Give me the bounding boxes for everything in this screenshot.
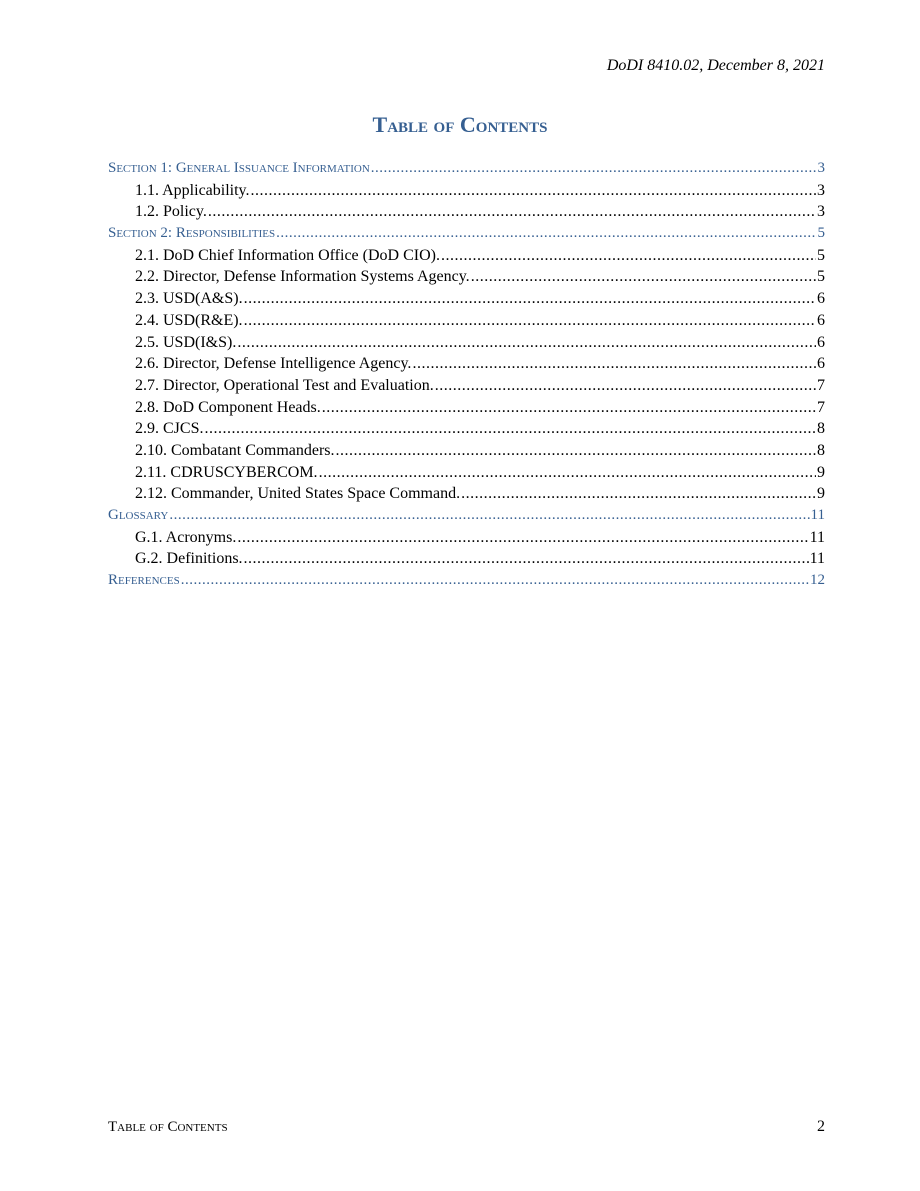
toc-entry-page-number: 7 bbox=[817, 398, 825, 416]
toc-dot-leader bbox=[208, 201, 816, 223]
toc-entry-page-number: 6 bbox=[817, 333, 825, 351]
toc-dot-leader bbox=[237, 527, 808, 549]
toc-entry-page-number: 8 bbox=[817, 420, 825, 438]
toc-entry-label: G.1. Acronyms. bbox=[135, 528, 237, 546]
toc-entry-page-number: 6 bbox=[817, 311, 825, 329]
toc-entry-page-number: 9 bbox=[817, 485, 825, 503]
toc-dot-leader bbox=[244, 288, 816, 310]
toc-entry-page-number: 11 bbox=[810, 507, 825, 523]
toc-entry-label: 2.1. DoD Chief Information Office (DoD CIO). bbox=[135, 246, 440, 264]
toc-subsection-entry[interactable] bbox=[108, 548, 825, 570]
toc-entry-label: 2.4. USD(R&E). bbox=[135, 311, 243, 329]
toc-subsection-entry[interactable] bbox=[108, 462, 825, 484]
toc-dot-leader bbox=[204, 418, 816, 440]
toc-subsection-entry[interactable] bbox=[108, 483, 825, 505]
toc-subsection-entry[interactable] bbox=[108, 180, 825, 202]
toc-entry-label: 2.5. USD(I&S). bbox=[135, 333, 237, 351]
toc-entry-label: 2.10. Combatant Commanders. bbox=[135, 441, 335, 459]
page-title: Table of Contents bbox=[372, 112, 548, 137]
toc-entry-page-number: 7 bbox=[817, 376, 825, 394]
toc-entry-page-number: 5 bbox=[817, 246, 825, 264]
toc-dot-leader bbox=[435, 375, 816, 397]
toc-entry-label: Section 2: Responsibilities bbox=[108, 225, 276, 242]
footer-section-label: Table of Contents bbox=[108, 1119, 228, 1135]
toc-dot-leader bbox=[276, 223, 816, 245]
table-of-contents bbox=[108, 158, 825, 592]
toc-entry-page-number: 12 bbox=[810, 572, 825, 589]
toc-entry-page-number: 6 bbox=[817, 355, 825, 373]
toc-dot-leader bbox=[237, 332, 816, 354]
toc-entry-label: 1.2. Policy. bbox=[135, 203, 207, 221]
toc-subsection-entry[interactable] bbox=[108, 201, 825, 223]
toc-subsection-entry[interactable] bbox=[108, 375, 825, 397]
toc-subsection-entry[interactable] bbox=[108, 288, 825, 310]
toc-subsection-entry[interactable] bbox=[108, 397, 825, 419]
toc-subsection-entry[interactable] bbox=[108, 332, 825, 354]
toc-dot-leader bbox=[322, 397, 816, 419]
toc-dot-leader bbox=[412, 353, 816, 375]
toc-section-entry[interactable] bbox=[108, 158, 825, 180]
toc-entry-label: 2.8. DoD Component Heads. bbox=[135, 398, 321, 416]
running-header: DoDI 8410.02, December 8, 2021 bbox=[606, 57, 825, 74]
toc-entry-page-number: 3 bbox=[817, 203, 825, 221]
toc-dot-leader bbox=[471, 266, 816, 288]
toc-entry-label: 2.7. Director, Operational Test and Evaluation. bbox=[135, 376, 434, 394]
toc-entry-page-number: 3 bbox=[817, 160, 825, 176]
toc-entry-label: 1.1. Applicability. bbox=[135, 181, 250, 199]
toc-entry-page-number: 11 bbox=[809, 528, 825, 546]
toc-entry-label: 2.12. Commander, United States Space Command. bbox=[135, 485, 461, 503]
toc-dot-leader bbox=[319, 462, 816, 484]
toc-entry-page-number: 3 bbox=[817, 181, 825, 199]
toc-entry-page-number: 11 bbox=[809, 550, 825, 568]
toc-dot-leader bbox=[336, 440, 816, 462]
toc-dot-leader bbox=[181, 570, 809, 592]
toc-section-entry[interactable] bbox=[108, 223, 825, 245]
toc-entry-page-number: 8 bbox=[817, 441, 825, 459]
toc-subsection-entry[interactable] bbox=[108, 527, 825, 549]
toc-entry-page-number: 5 bbox=[817, 268, 825, 286]
toc-subsection-entry[interactable] bbox=[108, 353, 825, 375]
toc-dot-leader bbox=[244, 310, 816, 332]
toc-dot-leader bbox=[244, 548, 809, 570]
toc-dot-leader bbox=[169, 505, 809, 527]
toc-dot-leader bbox=[461, 483, 816, 505]
toc-entry-page-number: 5 bbox=[817, 225, 825, 242]
toc-entry-label: 2.2. Director, Defense Information Systems Agency. bbox=[135, 268, 470, 286]
toc-entry-label: G.2. Definitions. bbox=[135, 550, 243, 568]
footer-page-number: 2 bbox=[817, 1118, 825, 1135]
toc-dot-leader bbox=[441, 245, 816, 267]
toc-entry-label: 2.9. CJCS. bbox=[135, 420, 204, 438]
toc-subsection-entry[interactable] bbox=[108, 418, 825, 440]
toc-subsection-entry[interactable] bbox=[108, 440, 825, 462]
toc-entry-label: Glossary bbox=[108, 507, 169, 523]
toc-entry-page-number: 9 bbox=[817, 463, 825, 481]
toc-entry-label: References bbox=[108, 572, 180, 589]
toc-entry-page-number: 6 bbox=[817, 290, 825, 308]
toc-entry-label: 2.11. CDRUSCYBERCOM. bbox=[135, 463, 318, 481]
toc-dot-leader bbox=[251, 180, 816, 202]
toc-section-entry[interactable] bbox=[108, 570, 825, 592]
toc-entry-label: Section 1: General Issuance Information bbox=[108, 160, 370, 176]
toc-section-entry[interactable] bbox=[108, 505, 825, 527]
toc-subsection-entry[interactable] bbox=[108, 245, 825, 267]
toc-entry-label: 2.6. Director, Defense Intelligence Agency. bbox=[135, 355, 412, 373]
toc-subsection-entry[interactable] bbox=[108, 266, 825, 288]
toc-entry-label: 2.3. USD(A&S). bbox=[135, 290, 243, 308]
toc-subsection-entry[interactable] bbox=[108, 310, 825, 332]
toc-dot-leader bbox=[371, 158, 817, 180]
